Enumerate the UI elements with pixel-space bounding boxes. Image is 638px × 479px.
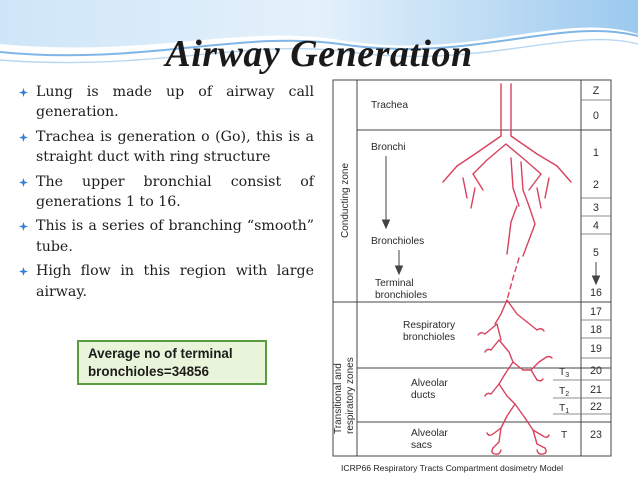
- alveolar-sacs-label: sacs: [411, 440, 432, 451]
- slide-title: Airway Generation: [165, 33, 473, 75]
- diagram-frame: [333, 80, 611, 456]
- generation-number: 5: [593, 247, 599, 259]
- airway-tree-drawing: [443, 84, 571, 454]
- alveolar-ducts-label: Alveolar: [411, 378, 448, 389]
- bullet-list: [10, 82, 314, 306]
- bullet-item: [10, 216, 314, 257]
- figure-caption: ICRP66 Respiratory Tracts Compartment dosimetry Model: [341, 463, 564, 473]
- generation-number: 2: [593, 179, 599, 191]
- t3-label: [559, 367, 569, 379]
- terminal-bronchioles-label: bronchioles: [375, 290, 428, 301]
- airway-generation-diagram: [323, 78, 613, 460]
- diamond-bullet-icon: [19, 133, 28, 142]
- t2-label: [559, 386, 569, 398]
- generation-header: Z: [592, 85, 600, 97]
- bullet-item: [10, 172, 314, 213]
- diamond-bullet-icon: [19, 267, 28, 276]
- generation-number: 22: [590, 401, 602, 413]
- generation-number: 18: [590, 324, 602, 336]
- alveolar-ducts-label: ducts: [411, 390, 436, 401]
- respiratory-bronchioles-label: Respiratory: [403, 320, 456, 331]
- callout-line: Average no of terminal: [88, 346, 233, 361]
- generation-number: 0: [593, 110, 599, 122]
- generation-number: 3: [593, 202, 599, 214]
- generation-number: 21: [590, 384, 602, 396]
- terminal-bronchioles-callout: [77, 340, 267, 385]
- alveolar-sacs-label: Alveolar: [411, 428, 448, 439]
- down-arrow-icon: [593, 262, 600, 284]
- svg-text:T3: T3: [559, 367, 570, 379]
- bullet-text: Lung is made up of airway call generation.: [36, 84, 314, 121]
- bullet-text: The upper bronchial consist of generations 1 to 16.: [36, 173, 314, 211]
- generation-number: 20: [590, 365, 602, 377]
- generation-number: 17: [590, 306, 602, 318]
- bronchioles-label: Bronchioles: [371, 236, 425, 247]
- down-arrow-icon: [396, 250, 403, 274]
- svg-text:T2: T2: [559, 386, 570, 398]
- bronchi-label: Bronchi: [371, 142, 406, 153]
- bullet-item: [10, 127, 314, 168]
- generation-number: 16: [590, 287, 602, 299]
- diamond-bullet-icon: [19, 178, 28, 187]
- generation-number: 1: [593, 147, 599, 159]
- bullet-item: [10, 261, 314, 302]
- transitional-zone-label: Transitional and: [333, 363, 344, 434]
- down-arrow-icon: [383, 156, 390, 228]
- conducting-zone-label: Conducting zone: [340, 162, 351, 238]
- generation-number: 19: [590, 343, 602, 355]
- diamond-bullet-icon: [19, 222, 28, 231]
- bullet-text: High flow in this region with large airway.: [36, 263, 314, 300]
- generation-number: 4: [593, 220, 599, 232]
- bullet-text: This is a series of branching “smooth” tube.: [36, 218, 314, 255]
- bullet-text: Trachea is generation o (Go), this is a straight duct with ring structure: [36, 128, 314, 166]
- diamond-bullet-icon: [19, 88, 28, 97]
- svg-text:T1: T1: [559, 403, 570, 415]
- terminal-bronchioles-label: Terminal: [375, 278, 414, 289]
- bullet-item: [10, 82, 314, 123]
- respiratory-bronchioles-label: bronchioles: [403, 332, 456, 343]
- callout-line: bronchioles=34856: [88, 364, 209, 379]
- t-label: T: [561, 430, 568, 441]
- trachea-label: Trachea: [371, 100, 408, 111]
- respiratory-zone-label: respiratory zones: [345, 357, 356, 434]
- t1-label: [559, 403, 569, 415]
- generation-number: 23: [590, 429, 602, 441]
